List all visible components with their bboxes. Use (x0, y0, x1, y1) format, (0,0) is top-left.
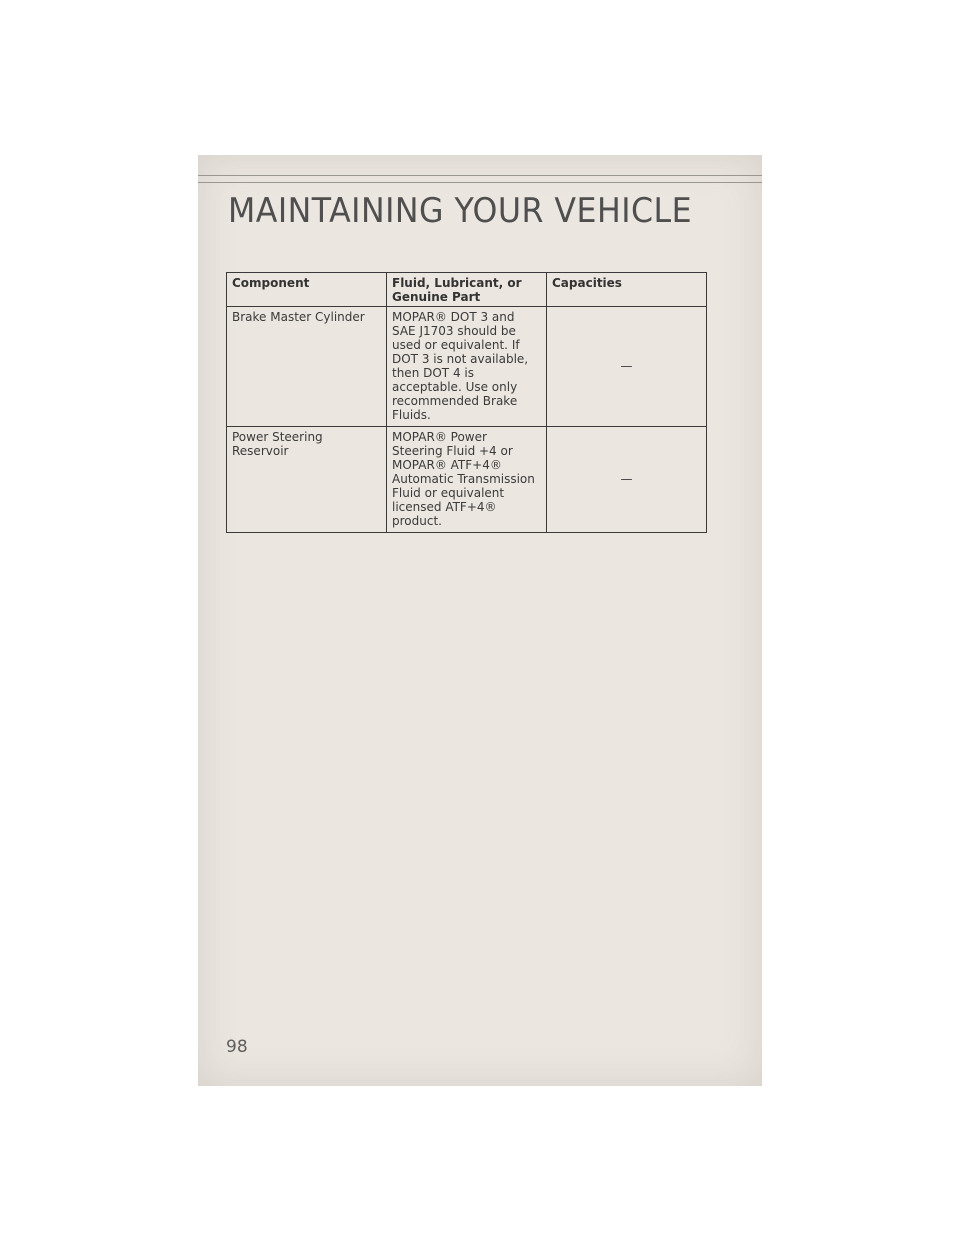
section-title: MAINTAINING YOUR VEHICLE (228, 191, 693, 231)
column-header-fluid: Fluid, Lubricant, or Genuine Part (387, 273, 547, 307)
header-rule-bottom (198, 182, 762, 183)
component-cell: Power Steering Reservoir (227, 427, 387, 533)
fluids-capacities-table (226, 272, 707, 533)
table-row (227, 307, 707, 427)
fluid-cell: MOPAR® Power Steering Fluid +4 or MOPAR® ATF+4® Automatic Transmission Fluid or equivalent licensed ATF+4® product. (387, 427, 547, 533)
header-rule-top (198, 175, 762, 176)
capacity-cell: — (547, 427, 707, 533)
fluid-cell: MOPAR® DOT 3 and SAE J1703 should be used or equivalent. If DOT 3 is not available, then DOT 4 is acceptable. Use only recommended Brake Fluids. (387, 307, 547, 427)
page-number: 98 (226, 1037, 248, 1057)
table-row (227, 427, 707, 533)
component-cell: Brake Master Cylinder (227, 307, 387, 427)
manual-page (198, 155, 762, 1086)
capacity-cell: — (547, 307, 707, 427)
column-header-capacities: Capacities (547, 273, 707, 307)
table-header-row (227, 273, 707, 307)
column-header-component: Component (227, 273, 387, 307)
